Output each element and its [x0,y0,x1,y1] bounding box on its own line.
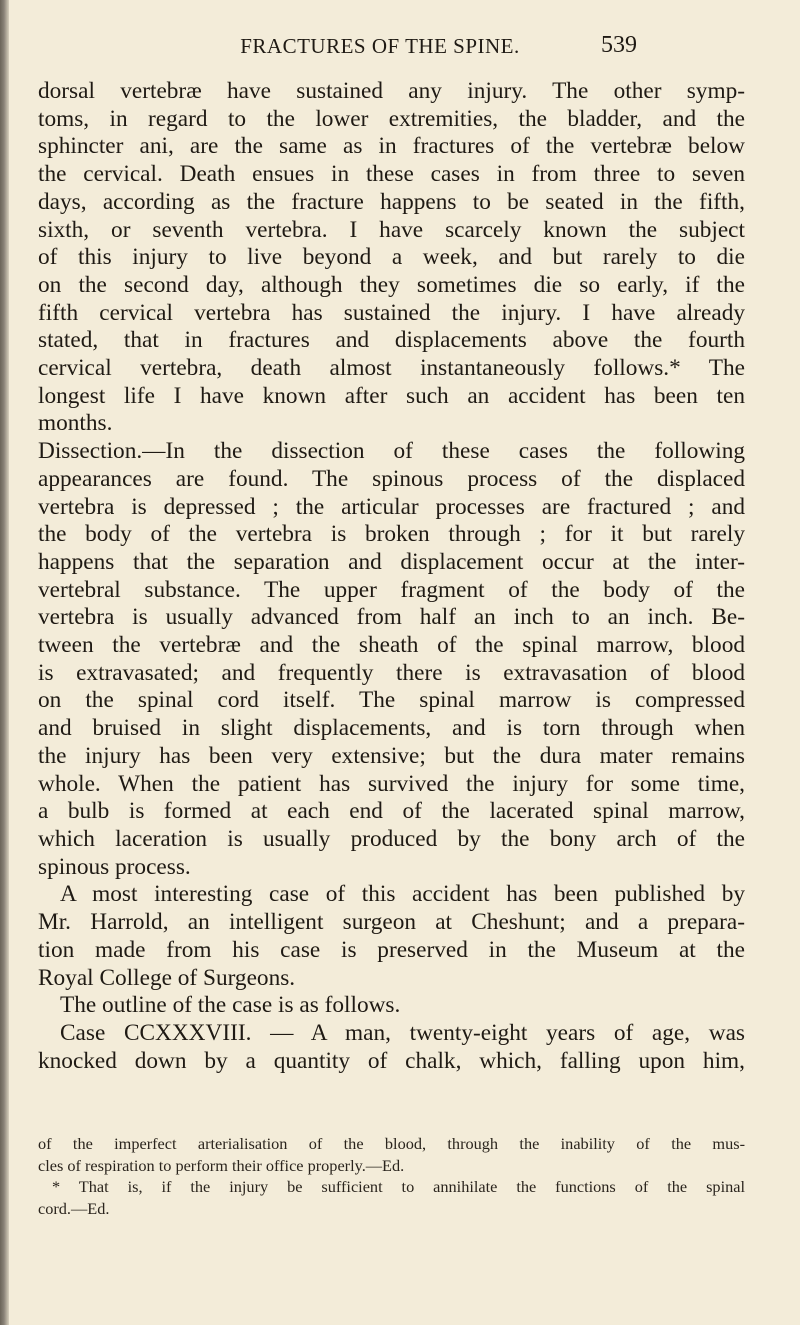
body-line: vertebra is depressed ; the articular processes are fractured ; and [38,493,745,520]
body-line: months. [38,410,113,437]
footnote-line: of the imperfect arterialisation of the blood, through the inability of the mus- [38,1134,745,1153]
body-line: cervical vertebra, death almost instantaneously follows.* The [38,355,745,382]
body-line: knocked down by a quantity of chalk, which, falling upon him, [38,1047,745,1074]
body-line: vertebral substance. The upper fragment of the body of the [38,576,745,603]
body-line: tween the vertebræ and the sheath of the spinal marrow, blood [38,632,745,659]
case-heading-line: Case CCXXXVIII. — A man, twenty-eight years of age, was [60,1019,745,1046]
footnote-line: cles of respiration to perform their office properly.—Ed. [38,1155,405,1175]
footnotes [38,1133,745,1219]
body-line: the injury has been very extensive; but the dura mater remains [38,742,745,769]
footnote-line: cord.—Ed. [38,1198,110,1218]
page-number: 539 [601,32,637,58]
body-line: whole. When the patient has survived the injury for some time, [38,770,745,797]
body-line: vertebra is usually advanced from half an inch to an inch. Be- [38,604,745,631]
body-line: fifth cervical vertebra has sustained the injury. I have already [38,299,745,326]
body-line: dorsal vertebræ have sustained any injury. The other symp- [38,78,745,104]
body-line: sixth, or seventh vertebra. I have scarcely known the subject [38,216,745,243]
body-line: the cervical. Death ensues in these cases in from three to seven [38,161,745,188]
body-line: longest life I have known after such an accident has been ten [38,382,745,409]
page-binding-edge [0,0,9,1325]
body-line: on the spinal cord itself. The spinal marrow is compressed [38,687,745,714]
body-line: on the second day, although they sometimes die so early, if the [38,271,745,298]
body-line: the body of the vertebra is broken through ; for it but rarely [38,521,745,548]
body-line: which laceration is usually produced by the bony arch of the [38,825,745,852]
body-line: is extravasated; and frequently there is extravasation of blood [38,659,745,686]
body-line: Royal College of Surgeons. [38,964,296,991]
body-line: tion made from his case is preserved in the Museum at the [38,936,745,963]
body-line: toms, in regard to the lower extremities, the bladder, and the [38,105,745,132]
body-line: appearances are found. The spinous process of the displaced [38,465,745,492]
body-text [38,78,745,1075]
body-line: happens that the separation and displacement occur at the inter- [38,548,745,575]
body-line: and bruised in slight displacements, and is torn through when [38,715,745,742]
body-line: stated, that in fractures and displacements above the fourth [38,327,745,354]
running-header: FRACTURES OF THE SPINE. [240,34,520,58]
body-line: of this injury to live beyond a week, and but rarely to die [38,244,745,271]
footnote-line: * That is, if the injury be sufficient to annihilate the functions of the spinal [52,1177,745,1196]
section-heading-line: Dissection.—In the dissection of these cases the following [38,438,745,465]
body-line: A most interesting case of this accident has been published by [60,881,745,908]
body-line: spinous process. [38,853,191,880]
body-line: a bulb is formed at each end of the lacerated spinal marrow, [38,798,745,825]
body-line: The outline of the case is as follows. [60,992,401,1019]
body-line: sphincter ani, are the same as in fractures of the vertebræ below [38,133,745,160]
body-line: days, according as the fracture happens to be seated in the fifth, [38,188,745,215]
body-line: Mr. Harrold, an intelligent surgeon at Cheshunt; and a prepara- [38,909,745,936]
